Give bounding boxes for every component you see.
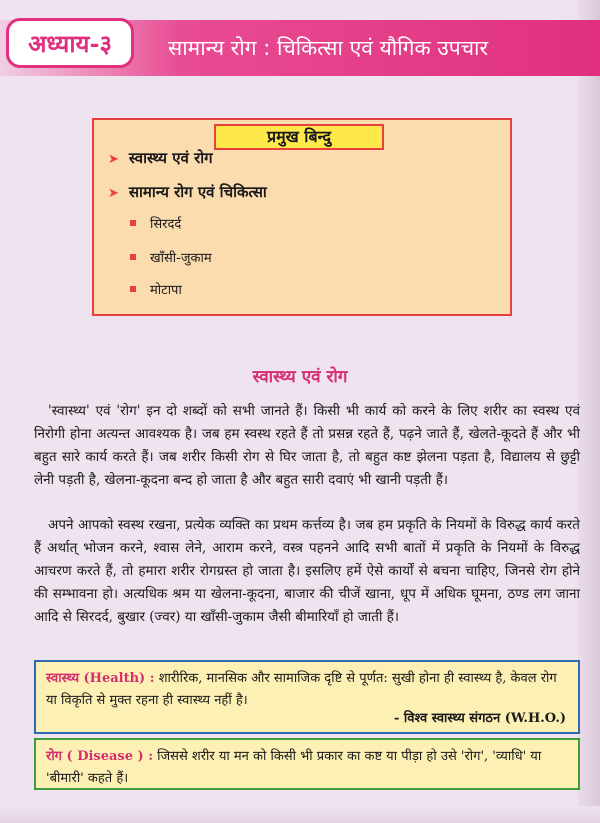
- key-point-subitem: मोटापा: [130, 280, 182, 298]
- square-bullet-icon: [130, 254, 136, 260]
- definition-source: - विश्व स्वास्थ्य संगठन (W.H.O.): [393, 711, 566, 726]
- section-heading: स्वास्थ्य एवं रोग: [252, 367, 348, 387]
- key-points-heading: प्रमुख बिन्दु: [214, 124, 384, 150]
- health-definition-box: [34, 660, 580, 734]
- key-point-subitem: सिरदर्द: [130, 214, 181, 232]
- key-point-item: ➤ स्वास्थ्य एवं रोग: [108, 149, 213, 167]
- key-point-item: ➤ सामान्य रोग एवं चिकित्सा: [108, 183, 267, 201]
- chapter-title: सामान्य रोग : चिकित्सा एवं यौगिक उपचार: [168, 36, 489, 60]
- disease-definition-box: [34, 738, 580, 790]
- square-bullet-icon: [130, 220, 136, 226]
- definition-term: स्वास्थ्य (Health) :: [46, 671, 155, 686]
- definition-text: जिससे शरीर या मन को किसी भी प्रकार का कष्ट या पीड़ा हो उसे 'रोग', 'व्याधि' या 'बीमारी' कहते हैं।: [46, 749, 542, 786]
- arrow-bullet-icon: ➤: [108, 152, 119, 167]
- arrow-bullet-icon: ➤: [108, 186, 119, 201]
- key-points-box: [92, 118, 512, 316]
- paragraph: 'स्वास्थ्य' एवं 'रोग' इन दो शब्दों को सभी जानते हैं। किसी भी कार्य को करने के लिए शरीर का स्वस्थ एवं निरोगी होना अत्यन्त आवश्यक है। जब हम स्वस्थ रहते हैं तो प्रसन्न रहते हैं, पढ़ने जाते हैं, खेलते-कूदते हैं और भी बहुत सारे कार्य करते हैं। जब शरीर किसी रोग से घिर जाता है, तो बहुत कष्ट झेलना पड़ता है, विद्यालय से छुट्टी लेनी पड़ती है, खेलना-कूदना बन्द हो जाता है और बहुत सारी दवाएं भी खानी पड़ती हैं।: [34, 403, 580, 488]
- chapter-number: अध्याय-३: [6, 18, 134, 68]
- definition-text: शारीरिक, मानसिक और सामाजिक दृष्टि से पूर्णत: सुखी होना ही स्वास्थ्य है, केवल रोग या विकृति से मुक्त रहना ही स्वास्थ्य नहीं है।: [46, 671, 557, 708]
- page-bottom-band: [0, 806, 600, 823]
- square-bullet-icon: [130, 286, 136, 292]
- page-edge: [578, 0, 600, 823]
- key-point-subitem: खाँसी-जुकाम: [130, 248, 212, 266]
- paragraph: अपने आपको स्वस्थ रखना, प्रत्येक व्यक्ति का प्रथम कर्त्तव्य है। जब हम प्रकृति के नियमों के विरुद्ध कार्य करते हैं अर्थात् भोजन करने, श्वास लेने, आराम करने, वस्त्र पहनने आदि सभी बातों में प्रकृति के नियमों के विरुद्ध आचरण करते हैं, तो हमारा शरीर रोगग्रस्त हो जाता है। इसलिए हमें ऐसे कार्यों से बचना चाहिए, जिनसे रोग होने की सम्भावना हो। अत्यधिक श्रम या खेलना-कूदना, बाजार की चीजें खाना, धूप में अधिक घूमना, ठण्ड लग जाना आदि से सिरदर्द, बुखार (ज्वर) या खाँसी-जुकाम जैसी बीमारियाँ हो जाती हैं।: [34, 517, 580, 625]
- definition-term: रोग ( Disease ) :: [46, 749, 154, 764]
